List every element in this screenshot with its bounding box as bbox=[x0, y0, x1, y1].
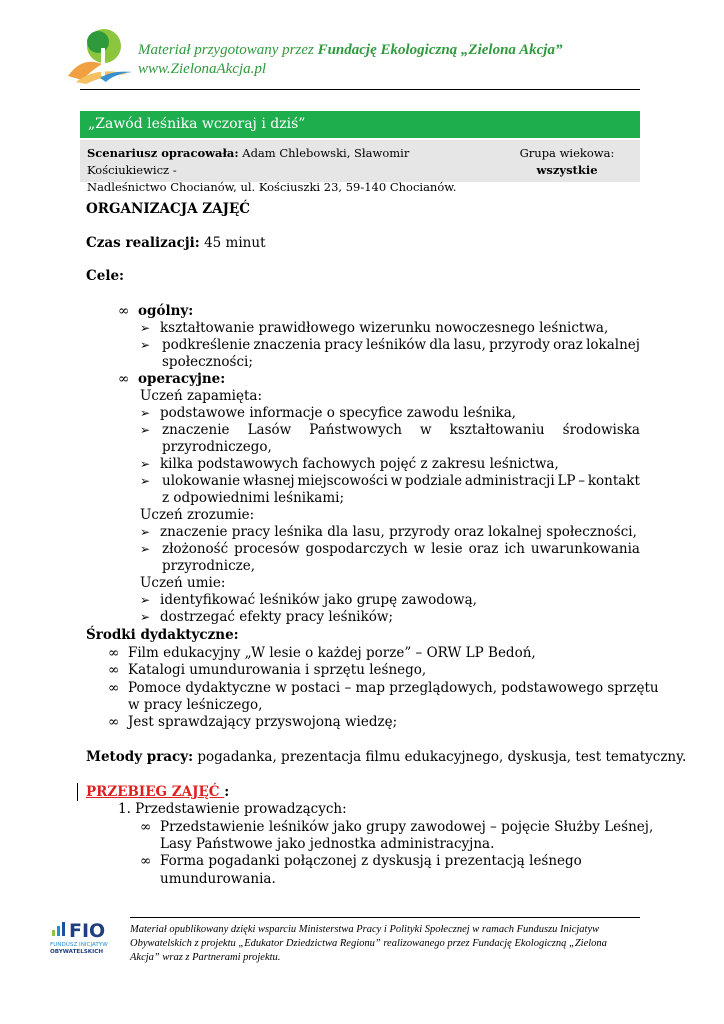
word: kontakt bbox=[587, 473, 640, 489]
list-item bbox=[140, 422, 160, 439]
list-item: ➢ kształtowanie prawidłowego wizerunku nowoczesnego leśnictwa, bbox=[140, 320, 609, 336]
justified-line bbox=[162, 473, 640, 490]
word: LP bbox=[557, 473, 576, 489]
header-divider bbox=[80, 89, 640, 90]
scenario-info-box bbox=[80, 140, 640, 194]
zielona-akcja-logo bbox=[62, 26, 134, 84]
authors-info bbox=[87, 145, 477, 196]
subheading: Uczeń zrozumie: bbox=[140, 507, 255, 523]
word: podkreślenie bbox=[162, 337, 251, 353]
justified-line bbox=[162, 422, 640, 439]
arrow-bullet-icon: ➢ bbox=[140, 423, 151, 437]
arrow-bullet-icon: ➢ bbox=[140, 525, 151, 539]
word: w bbox=[420, 422, 432, 438]
word: leśników bbox=[365, 337, 427, 353]
arrow-bullet-icon: ➢ bbox=[140, 338, 151, 352]
list-item: ➢ podstawowe informacje o specyfice zawodu leśnika, bbox=[140, 405, 517, 421]
list-item: ∞ Przedstawienie leśników jako grupy zawodowej – pojęcie Służby Leśnej, bbox=[140, 819, 654, 835]
word: złożoność bbox=[162, 541, 229, 557]
word: lasu, bbox=[453, 337, 486, 353]
word: – bbox=[578, 473, 586, 489]
word: administracji bbox=[464, 473, 555, 489]
list-item: ∞ Film edukacyjny „W lesie o każdej porze” – ORW LP Bedoń, bbox=[108, 645, 536, 661]
word: znaczenie bbox=[162, 422, 230, 438]
word: lesie bbox=[431, 541, 463, 557]
word: gospodarczych bbox=[305, 541, 408, 557]
word: Państwowych bbox=[309, 422, 402, 438]
word: w bbox=[390, 473, 403, 489]
list-item: ➢ kilka podstawowych fachowych pojęć z zakresu leśnictwa, bbox=[140, 456, 559, 472]
list-item bbox=[140, 337, 160, 354]
authors-label: Scenariusz opracowała: bbox=[87, 146, 239, 160]
infinity-bullet-icon: ∞ bbox=[108, 714, 120, 730]
word: oraz bbox=[468, 541, 499, 557]
infinity-bullet-icon: ∞ bbox=[140, 853, 152, 869]
list-item-continuation: przyrodnicze, bbox=[162, 558, 256, 574]
list-item bbox=[140, 541, 160, 558]
word: przyrody bbox=[489, 337, 550, 353]
list-item: ∞ Katalogi umundurowania i sprzętu leśnego, bbox=[108, 662, 427, 678]
word: kształtowaniu bbox=[449, 422, 545, 438]
goals-heading: Cele: bbox=[86, 268, 125, 284]
arrow-bullet-icon: ➢ bbox=[140, 474, 151, 488]
word: środowiska bbox=[562, 422, 640, 438]
list-item-continuation: z odpowiednimi leśnikami; bbox=[162, 490, 345, 506]
organization-heading: ORGANIZACJA ZAJĘĆ bbox=[86, 201, 251, 217]
infinity-bullet-icon: ∞ bbox=[140, 819, 152, 835]
fio-logo-sub2: OBYWATELSKICH bbox=[50, 949, 104, 955]
age-group-info bbox=[502, 145, 632, 179]
word: miejscowości bbox=[297, 473, 388, 489]
subheading: Uczeń zapamięta: bbox=[140, 388, 263, 404]
word: Lasów bbox=[247, 422, 292, 438]
fio-logo-text: FIO bbox=[69, 920, 106, 942]
infinity-bullet-icon: ∞ bbox=[118, 371, 130, 387]
scenario-title: „Zawód leśnika wczoraj i dziś” bbox=[80, 111, 640, 138]
arrow-bullet-icon: ➢ bbox=[140, 542, 151, 556]
list-item: ➢ znaczenie pracy leśnika dla lasu, przyrody oraz lokalnej społeczności, bbox=[140, 524, 637, 540]
course-step-1: 1. Przedstawienie prowadzących: bbox=[118, 801, 347, 817]
means-heading: Środki dydaktyczne: bbox=[86, 627, 239, 643]
justified-line bbox=[162, 337, 640, 354]
word: procesów bbox=[234, 541, 300, 557]
arrow-bullet-icon: ➢ bbox=[140, 406, 151, 420]
word: znaczenia bbox=[253, 337, 322, 353]
operational-goal-label: ∞ operacyjne: bbox=[118, 371, 226, 387]
time-line: Czas realizacji: 45 minut bbox=[86, 235, 266, 251]
list-item-continuation: społeczności; bbox=[162, 354, 253, 370]
fio-logo-sub1: FUNDUSZ INICJATYW bbox=[50, 942, 108, 948]
word: ich bbox=[504, 541, 525, 557]
list-item-continuation: przyrodniczego, bbox=[162, 439, 272, 455]
general-goal-label: ∞ ogólny: bbox=[118, 303, 194, 319]
arrow-bullet-icon: ➢ bbox=[140, 457, 151, 471]
list-item bbox=[140, 473, 160, 490]
authors-address: Nadleśnictwo Chocianów, ul. Kościuszki 23, 59-140 Chocianów. bbox=[87, 180, 457, 194]
word: lokalnej bbox=[586, 337, 640, 353]
header-line-1: Materiał przygotowany przez Fundację Ekologiczną „Zielona Akcja” bbox=[138, 42, 563, 58]
word: ulokowanie bbox=[162, 473, 241, 489]
word: oraz bbox=[553, 337, 583, 353]
arrow-bullet-icon: ➢ bbox=[140, 321, 151, 335]
authors-names: Adam Chlebowski, Sławomir Kościukiewicz - bbox=[87, 146, 410, 177]
arrow-bullet-icon: ➢ bbox=[140, 593, 151, 607]
list-item: ∞ Forma pogadanki połączonej z dyskusją i prezentacją leśnego bbox=[140, 853, 582, 869]
fio-logo bbox=[48, 916, 124, 956]
list-item-continuation: umundurowania. bbox=[160, 871, 276, 887]
header-org-name: Fundację Ekologiczną „Zielona Akcja” bbox=[317, 42, 563, 58]
infinity-bullet-icon: ∞ bbox=[108, 645, 120, 661]
header-website-link[interactable]: www.ZielonaAkcja.pl bbox=[138, 61, 267, 77]
age-group-value: wszystkie bbox=[536, 163, 598, 177]
word: własnej bbox=[242, 473, 295, 489]
list-item: ➢ dostrzegać efekty pracy leśników; bbox=[140, 609, 394, 625]
age-group-label: Grupa wiekowa: bbox=[519, 146, 615, 160]
list-item: ➢ identyfikować leśników jako grupę zawodową, bbox=[140, 592, 477, 608]
word: pracy bbox=[324, 337, 363, 353]
list-item-continuation: w pracy leśniczego, bbox=[128, 697, 263, 713]
footer-text: Materiał opublikowany dzięki wsparciu Ministerstwa Pracy i Polityki Społecznej w ramach Funduszu Inicjatyw Obywatelskich z projektu „Edukator Dziedzictwa Regionu” realizowanego przez Fundację Ekologiczną „Zielona Akcja” wraz z Partnerami projektu. bbox=[130, 924, 607, 963]
word: dla bbox=[429, 337, 451, 353]
word: w bbox=[413, 541, 426, 557]
arrow-bullet-icon: ➢ bbox=[140, 610, 151, 624]
list-item-continuation: Lasy Państwowe jako jednostka administracyjna. bbox=[160, 836, 495, 852]
infinity-bullet-icon: ∞ bbox=[108, 662, 120, 678]
word: podziale bbox=[404, 473, 463, 489]
subheading: Uczeń umie: bbox=[140, 575, 226, 591]
justified-line bbox=[162, 541, 640, 558]
course-heading: PRZEBIEG ZAJĘĆ : bbox=[86, 784, 230, 800]
footer-divider bbox=[130, 917, 640, 918]
word: uwarunkowania bbox=[530, 541, 640, 557]
change-marker bbox=[77, 783, 78, 801]
infinity-bullet-icon: ∞ bbox=[108, 680, 120, 696]
list-item: ∞ Pomoce dydaktyczne w postaci – map przeglądowych, podstawowego sprzętu bbox=[108, 680, 659, 696]
methods-line: Metody pracy: pogadanka, prezentacja filmu edukacyjnego, dyskusja, test tematyczny. bbox=[86, 749, 687, 765]
infinity-bullet-icon: ∞ bbox=[118, 303, 130, 319]
list-item: ∞ Jest sprawdzający przyswojoną wiedzę; bbox=[108, 714, 398, 730]
